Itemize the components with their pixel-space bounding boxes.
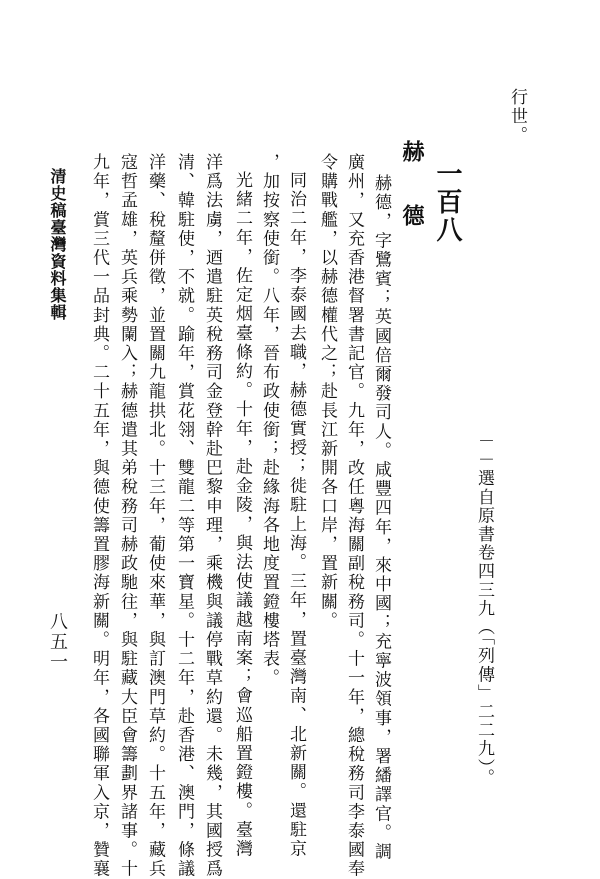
body-column-9: 洋藥、稅釐併徵，並置關九龍拱北。十三年，葡使來華，與訂澳門草約。十五年，藏兵 bbox=[145, 153, 165, 879]
body-column-3: 令購戰艦，以赫德權代之；赴長江新開各口岸，置新關。 bbox=[317, 153, 337, 631]
body-column-5: ，加按察使銜。八年，晉布政使銜；赴緣海各地度置鐙樓塔表。 bbox=[259, 153, 279, 688]
body-column-2: 廣州，又充香港督署書記官。九年，改任粵海關副稅務司。十一年，總稅務司李泰國奉 bbox=[344, 153, 364, 879]
section-number-heading: 一百八 bbox=[432, 160, 462, 244]
page-number: 八五一 bbox=[47, 612, 68, 672]
body-column-6: 光緒二年，佐定烟臺條約。十年，赴金陵，與法使議越南案；會巡船置鐙樓。臺灣 bbox=[232, 171, 252, 859]
body-column-4: 同治二年，李泰國去職，赫德實授；徙駐上海。三年，置臺灣南、北新關。還駐京 bbox=[286, 171, 306, 859]
source-citation: －－選自原書卷四三九（「列傳」二二九）。 bbox=[474, 432, 494, 787]
book-title-footer: 清史稿臺灣資料集輯 bbox=[48, 168, 67, 321]
person-name-heading: 赫 德 bbox=[399, 140, 425, 234]
body-column-11: 九年，賞三代一品封典。二十五年，與德使籌置膠海新關。明年，各國聯軍入京，贊襄 bbox=[89, 153, 109, 879]
body-column-8: 清、韓駐使，不就。踰年，賞花翎、雙龍二等第一寶星。十二年，赴香港、澳門，條議 bbox=[174, 153, 194, 879]
text-column-prev-tail: 行世。 bbox=[507, 88, 527, 146]
body-column-1: 赫德，字鷺賓；英國倍爾發司人。咸豐四年，來中國；充寧波領事，署繙譯官。調 bbox=[371, 174, 391, 862]
body-column-10: 寇哲孟雄，英兵乘勢闌入；赫德遣其弟稅務司赫政馳往，與駐藏大臣會籌劃界諸事。十 bbox=[117, 153, 137, 879]
body-column-7: 洋爲法虜，迺遣駐英稅務司金登幹赴巴黎申理，乘機與議停戰草約還。未幾，其國授爲 bbox=[202, 153, 222, 879]
